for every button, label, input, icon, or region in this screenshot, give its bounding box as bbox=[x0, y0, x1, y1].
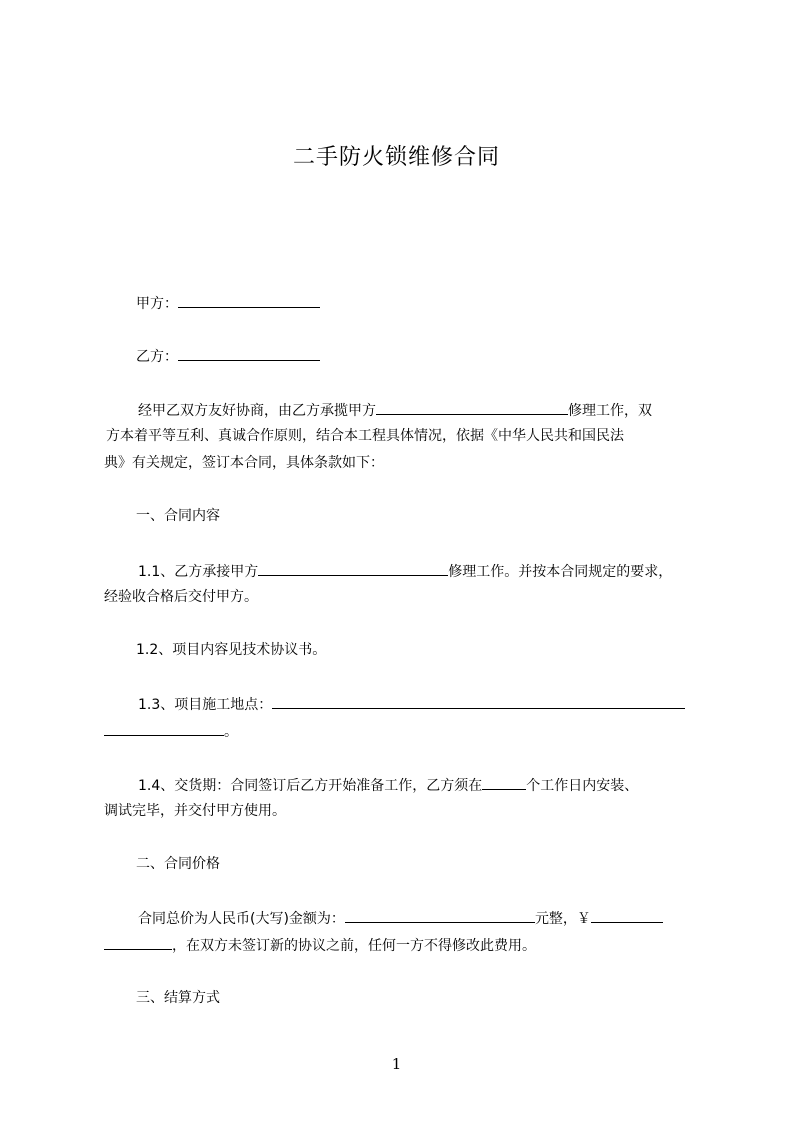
price-line-2 bbox=[104, 934, 716, 956]
site-location-blank-cont[interactable] bbox=[104, 720, 224, 736]
party-b-line bbox=[136, 345, 748, 367]
price-text: ，在双方未签订新的协议之前，任何一方不得修改此费用。 bbox=[172, 938, 536, 954]
clause-1-4 bbox=[138, 774, 750, 796]
site-location-blank[interactable] bbox=[272, 693, 685, 709]
repair-item-blank[interactable] bbox=[376, 399, 568, 415]
clause-1-1-blank[interactable] bbox=[258, 560, 448, 576]
clause-text: 1.4、交货期：合同签订后乙方开始准备工作，乙方须在 bbox=[138, 778, 483, 794]
clause-1-4-cont: 调试完毕，并交付甲方使用。 bbox=[104, 803, 286, 819]
contract-title: 二手防火锁维修合同 bbox=[292, 145, 500, 170]
price-text: 元整，￥ bbox=[534, 911, 591, 927]
clause-1-3-cont bbox=[104, 720, 716, 742]
working-days-blank[interactable] bbox=[482, 774, 526, 790]
clause-text: 个工作日内安装、 bbox=[526, 778, 639, 794]
party-b-blank[interactable] bbox=[178, 345, 320, 361]
intro-text: 经甲乙双方友好协商，由乙方承揽甲方 bbox=[138, 403, 376, 419]
price-figure-blank[interactable] bbox=[591, 907, 663, 923]
intro-line-1 bbox=[138, 399, 750, 421]
party-a-line bbox=[136, 292, 748, 314]
price-figure-blank-cont[interactable] bbox=[104, 934, 172, 950]
clause-1-1 bbox=[138, 560, 750, 582]
section-1-heading: 一、合同内容 bbox=[136, 508, 220, 524]
page-number: 1 bbox=[391, 1055, 402, 1073]
clause-text: 1.1、乙方承接甲方 bbox=[138, 564, 259, 580]
clause-text: 。 bbox=[224, 724, 238, 740]
clause-text: 1.3、项目施工地点： bbox=[138, 697, 273, 713]
price-text: 合同总价为人民币(大写)金额为： bbox=[138, 911, 345, 927]
party-b-label: 乙方： bbox=[136, 349, 178, 365]
clause-text: 修理工作。并按本合同规定的要求， bbox=[448, 564, 673, 580]
clause-1-3 bbox=[138, 693, 750, 715]
section-3-heading: 三、结算方式 bbox=[136, 990, 220, 1006]
section-2-heading: 二、合同价格 bbox=[136, 856, 220, 872]
clause-1-2: 1.2、项目内容见技术协议书。 bbox=[136, 642, 327, 658]
party-a-label: 甲方： bbox=[136, 296, 178, 312]
intro-line-2: 方本着平等互利、真诚合作原则，结合本工程具体情况，依据《中华人民共和国民法 bbox=[106, 428, 624, 444]
intro-text: 修理工作，双 bbox=[568, 403, 652, 419]
clause-1-1-cont: 经验收合格后交付甲方。 bbox=[104, 589, 258, 605]
price-line-1 bbox=[138, 907, 750, 929]
party-a-blank[interactable] bbox=[178, 292, 320, 308]
intro-line-3: 典》有关规定，签订本合同，具体条款如下： bbox=[104, 455, 384, 471]
price-words-blank[interactable] bbox=[345, 907, 535, 923]
